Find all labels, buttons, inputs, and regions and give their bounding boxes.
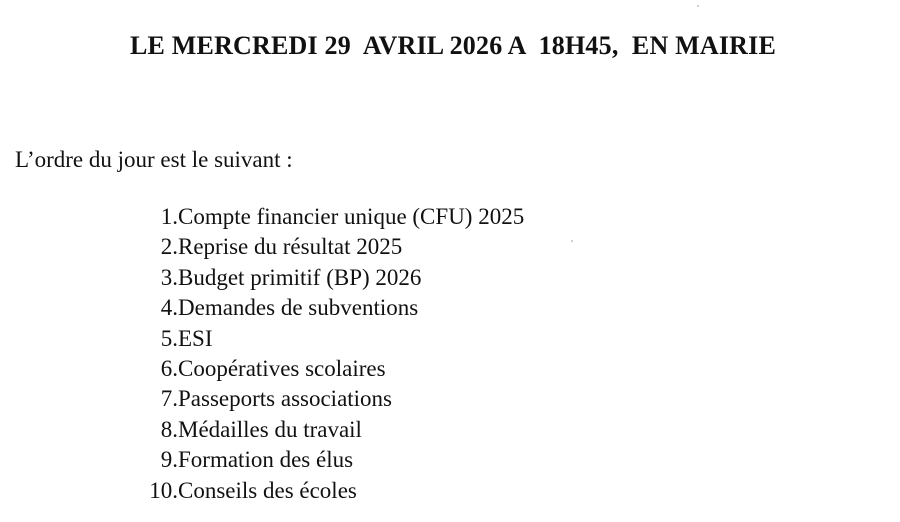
agenda-item-number: 2.: [160, 234, 178, 260]
agenda-item-text: Budget primitif (BP) 2026: [178, 264, 422, 290]
agenda-item: [136, 445, 524, 475]
agenda-item: [136, 476, 524, 506]
agenda-item-number: 8.: [160, 416, 178, 442]
agenda-item-text: Conseils des écoles: [178, 477, 357, 503]
agenda-item-text: ESI: [178, 325, 213, 351]
agenda-item-text: Médailles du travail: [178, 416, 362, 442]
agenda-item: [136, 384, 524, 414]
agenda-item-text: Formation des élus: [178, 447, 354, 473]
scan-speck: [697, 5, 699, 7]
agenda-list: [136, 202, 524, 506]
agenda-item-number: 4.: [160, 295, 178, 321]
meeting-heading: LE MERCREDI 29 AVRIL 2026 A 18H45, EN MAIRIE: [130, 31, 777, 60]
agenda-item-number: 6.: [160, 355, 178, 381]
agenda-item: [136, 415, 524, 445]
agenda-item: [136, 263, 524, 293]
agenda-item-text: Coopératives scolaires: [178, 355, 386, 381]
agenda-item-text: Compte financier unique (CFU) 2025: [178, 204, 525, 229]
agenda-item: [136, 202, 524, 232]
agenda-item-number: 7.: [160, 386, 178, 412]
scan-speck: [571, 240, 573, 242]
agenda-item: [136, 324, 524, 354]
agenda-item: [136, 293, 524, 323]
agenda-item-text: Demandes de subventions: [178, 295, 419, 321]
agenda-item-number: 10.: [149, 477, 178, 503]
agenda-item-number: 3.: [160, 264, 178, 290]
agenda-item: [136, 354, 524, 384]
agenda-item-number: 1.: [160, 204, 178, 229]
agenda-item-text: Reprise du résultat 2025: [178, 234, 403, 260]
agenda-item: [136, 232, 524, 262]
agenda-item-number: 5.: [160, 325, 178, 351]
agenda-intro: L’ordre du jour est le suivant :: [15, 147, 293, 172]
agenda-item-number: 9.: [160, 447, 178, 473]
agenda-item-text: Passeports associations: [178, 386, 393, 412]
